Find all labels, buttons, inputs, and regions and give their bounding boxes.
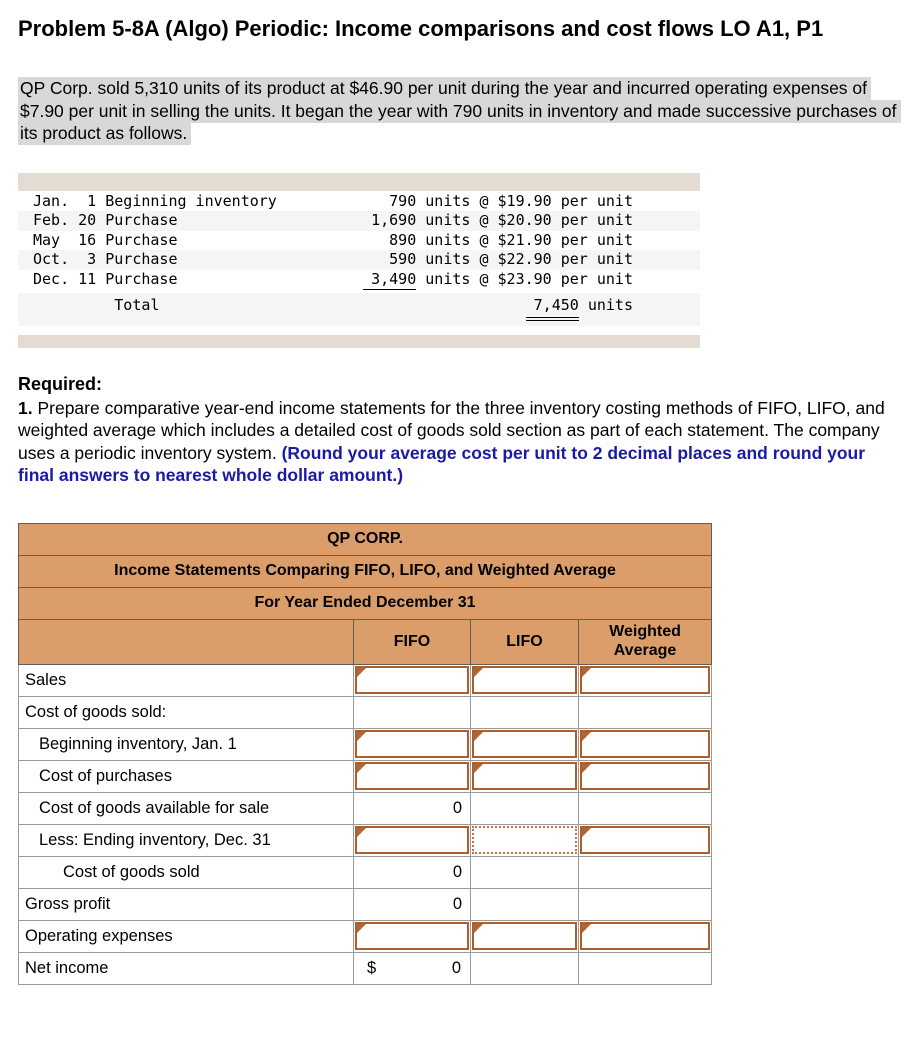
input-flag-icon	[582, 732, 591, 741]
row-label: Beginning inventory, Jan. 1	[19, 728, 354, 760]
purchase-unit-cost: units @ $20.90 per unit	[416, 211, 633, 230]
amount-input-cell	[354, 728, 471, 760]
row-label: Sales	[19, 664, 354, 696]
focused-input-cell	[471, 824, 579, 856]
amount-input[interactable]	[580, 922, 710, 950]
net-income-total-cell	[354, 952, 471, 984]
statement-row	[19, 728, 712, 760]
purchases-rows	[18, 192, 700, 326]
statement-row	[19, 952, 712, 984]
statement-row	[19, 664, 712, 696]
row-label: Net income	[19, 952, 354, 984]
amount-input[interactable]	[472, 730, 577, 758]
purchase-row	[18, 250, 700, 270]
requirement-number: 1.	[18, 397, 33, 418]
rounding-note: (Round your average cost per unit to 2 decimal places and round your final answers to nearest whole dollar amount.)	[18, 442, 866, 486]
purchase-description: Oct. 3 Purchase	[33, 250, 178, 269]
purchase-unit-cost: units @ $23.90 per unit	[416, 269, 633, 288]
statement-row	[19, 920, 712, 952]
statement-body	[19, 664, 712, 984]
row-label: Operating expenses	[19, 920, 354, 952]
panel-bottom-bar	[18, 335, 700, 348]
row-label: Less: Ending inventory, Dec. 31	[19, 824, 354, 856]
required-label: Required:	[18, 373, 103, 394]
statement-row	[19, 792, 712, 824]
empty-cell	[354, 696, 471, 728]
company-name: QP CORP.	[19, 523, 712, 555]
amount-input[interactable]	[472, 922, 577, 950]
purchase-units: 1,690	[371, 211, 417, 230]
row-label: Cost of goods sold	[19, 856, 354, 888]
purchase-units: 7,450	[159, 296, 578, 321]
input-flag-icon	[357, 764, 366, 773]
input-flag-icon	[357, 828, 366, 837]
purchase-row	[18, 270, 700, 291]
amount-input-cell	[471, 760, 579, 792]
amount-input-cell	[579, 824, 712, 856]
highlighted-text: QP Corp. sold 5,310 units of its product at $46.90 per unit during the year and incurred operating expenses of $7.90 per unit in selling the units. It began the year with 790 units in inventory and made successive purchases of its product as follows.	[18, 77, 901, 145]
column-header-fifo: FIFO	[354, 619, 471, 664]
row-label: Gross profit	[19, 888, 354, 920]
empty-cell	[579, 856, 712, 888]
amount-input[interactable]	[355, 922, 469, 950]
empty-total-cell	[471, 952, 579, 984]
purchase-row	[18, 211, 700, 231]
statement-row	[19, 824, 712, 856]
empty-cell	[471, 792, 579, 824]
focused-amount-input[interactable]	[472, 826, 577, 854]
amount-input[interactable]	[580, 762, 710, 790]
statement-subtitle: Income Statements Comparing FIFO, LIFO, and Weighted Average	[19, 555, 712, 587]
column-header-weighted-average: Weighted Average	[579, 619, 712, 664]
row-label: Cost of goods available for sale	[19, 792, 354, 824]
input-flag-icon	[582, 668, 591, 677]
input-flag-icon	[474, 764, 483, 773]
purchase-unit-cost: units @ $21.90 per unit	[416, 230, 633, 249]
statement-period-row	[19, 587, 712, 619]
empty-total-cell	[579, 952, 712, 984]
purchase-row	[18, 192, 700, 212]
input-flag-icon	[582, 764, 591, 773]
amount-input[interactable]	[580, 666, 710, 694]
amount-input[interactable]	[355, 730, 469, 758]
computed-value-cell: 0	[354, 792, 471, 824]
computed-value-cell: 0	[354, 888, 471, 920]
purchase-description: May 16 Purchase	[33, 230, 178, 249]
amount-input[interactable]	[472, 762, 577, 790]
empty-cell	[471, 888, 579, 920]
amount-input-cell	[354, 920, 471, 952]
column-header-empty	[19, 619, 354, 664]
amount-input[interactable]	[472, 666, 577, 694]
purchase-description: Dec. 11 Purchase	[33, 269, 178, 288]
statement-row	[19, 856, 712, 888]
input-flag-icon	[474, 732, 483, 741]
input-flag-icon	[357, 732, 366, 741]
amount-input-cell	[354, 664, 471, 696]
statement-row	[19, 888, 712, 920]
column-header-lifo: LIFO	[471, 619, 579, 664]
problem-intro	[18, 77, 906, 145]
amount-input[interactable]	[355, 666, 469, 694]
amount-input-cell	[471, 664, 579, 696]
amount-input-cell	[354, 760, 471, 792]
requirement-body: Prepare comparative year-end income statements for the three inventory costing methods of FIFO, LIFO, and weighted average which includes a detailed cost of goods sold section as part of each statement. The company uses a periodic inventory system.	[18, 397, 885, 463]
purchase-units: 790	[389, 191, 417, 210]
row-label: Cost of goods sold:	[19, 696, 354, 728]
income-statement-table	[18, 523, 712, 985]
purchase-description: Feb. 20 Purchase	[33, 211, 178, 230]
amount-input-cell	[579, 664, 712, 696]
purchase-description: Jan. 1 Beginning inventory	[33, 191, 277, 210]
amount-input-cell	[354, 824, 471, 856]
panel-top-bar	[18, 173, 700, 191]
amount-input-cell	[579, 760, 712, 792]
purchase-unit-cost: units	[578, 296, 633, 315]
empty-cell	[579, 696, 712, 728]
purchases-panel	[18, 173, 700, 348]
input-flag-icon	[474, 924, 483, 933]
empty-cell	[471, 856, 579, 888]
amount-input[interactable]	[580, 730, 710, 758]
purchase-unit-cost: units @ $22.90 per unit	[416, 250, 633, 269]
net-income-value: 0	[451, 958, 461, 977]
purchase-units: 590	[389, 250, 417, 269]
currency-symbol: $	[367, 958, 377, 977]
purchase-unit-cost: units @ $19.90 per unit	[416, 191, 633, 210]
input-flag-icon	[357, 924, 366, 933]
statement-row	[19, 696, 712, 728]
statement-period: For Year Ended December 31	[19, 587, 712, 619]
purchase-units: 3,490	[178, 270, 417, 291]
purchase-row	[18, 231, 700, 251]
empty-cell	[579, 888, 712, 920]
purchases-total-row	[18, 293, 700, 326]
purchase-description: Total	[33, 296, 160, 315]
amount-input-cell	[579, 920, 712, 952]
column-header-row	[19, 619, 712, 664]
empty-cell	[579, 792, 712, 824]
amount-input[interactable]	[580, 826, 710, 854]
statement-row	[19, 760, 712, 792]
purchase-units: 890	[389, 230, 417, 249]
input-flag-icon	[582, 828, 591, 837]
amount-input[interactable]	[355, 762, 469, 790]
requirement-text	[18, 397, 902, 487]
empty-cell	[471, 696, 579, 728]
amount-input-cell	[471, 728, 579, 760]
input-flag-icon	[474, 668, 483, 677]
amount-input[interactable]	[355, 826, 469, 854]
statement-subtitle-row	[19, 555, 712, 587]
computed-value-cell: 0	[354, 856, 471, 888]
amount-input-cell	[471, 920, 579, 952]
problem-title: Problem 5-8A (Algo) Periodic: Income comparisons and cost flows LO A1, P1	[18, 16, 824, 41]
row-label: Cost of purchases	[19, 760, 354, 792]
amount-input-cell	[579, 728, 712, 760]
statement-title-row	[19, 523, 712, 555]
input-flag-icon	[357, 668, 366, 677]
input-flag-icon	[582, 924, 591, 933]
